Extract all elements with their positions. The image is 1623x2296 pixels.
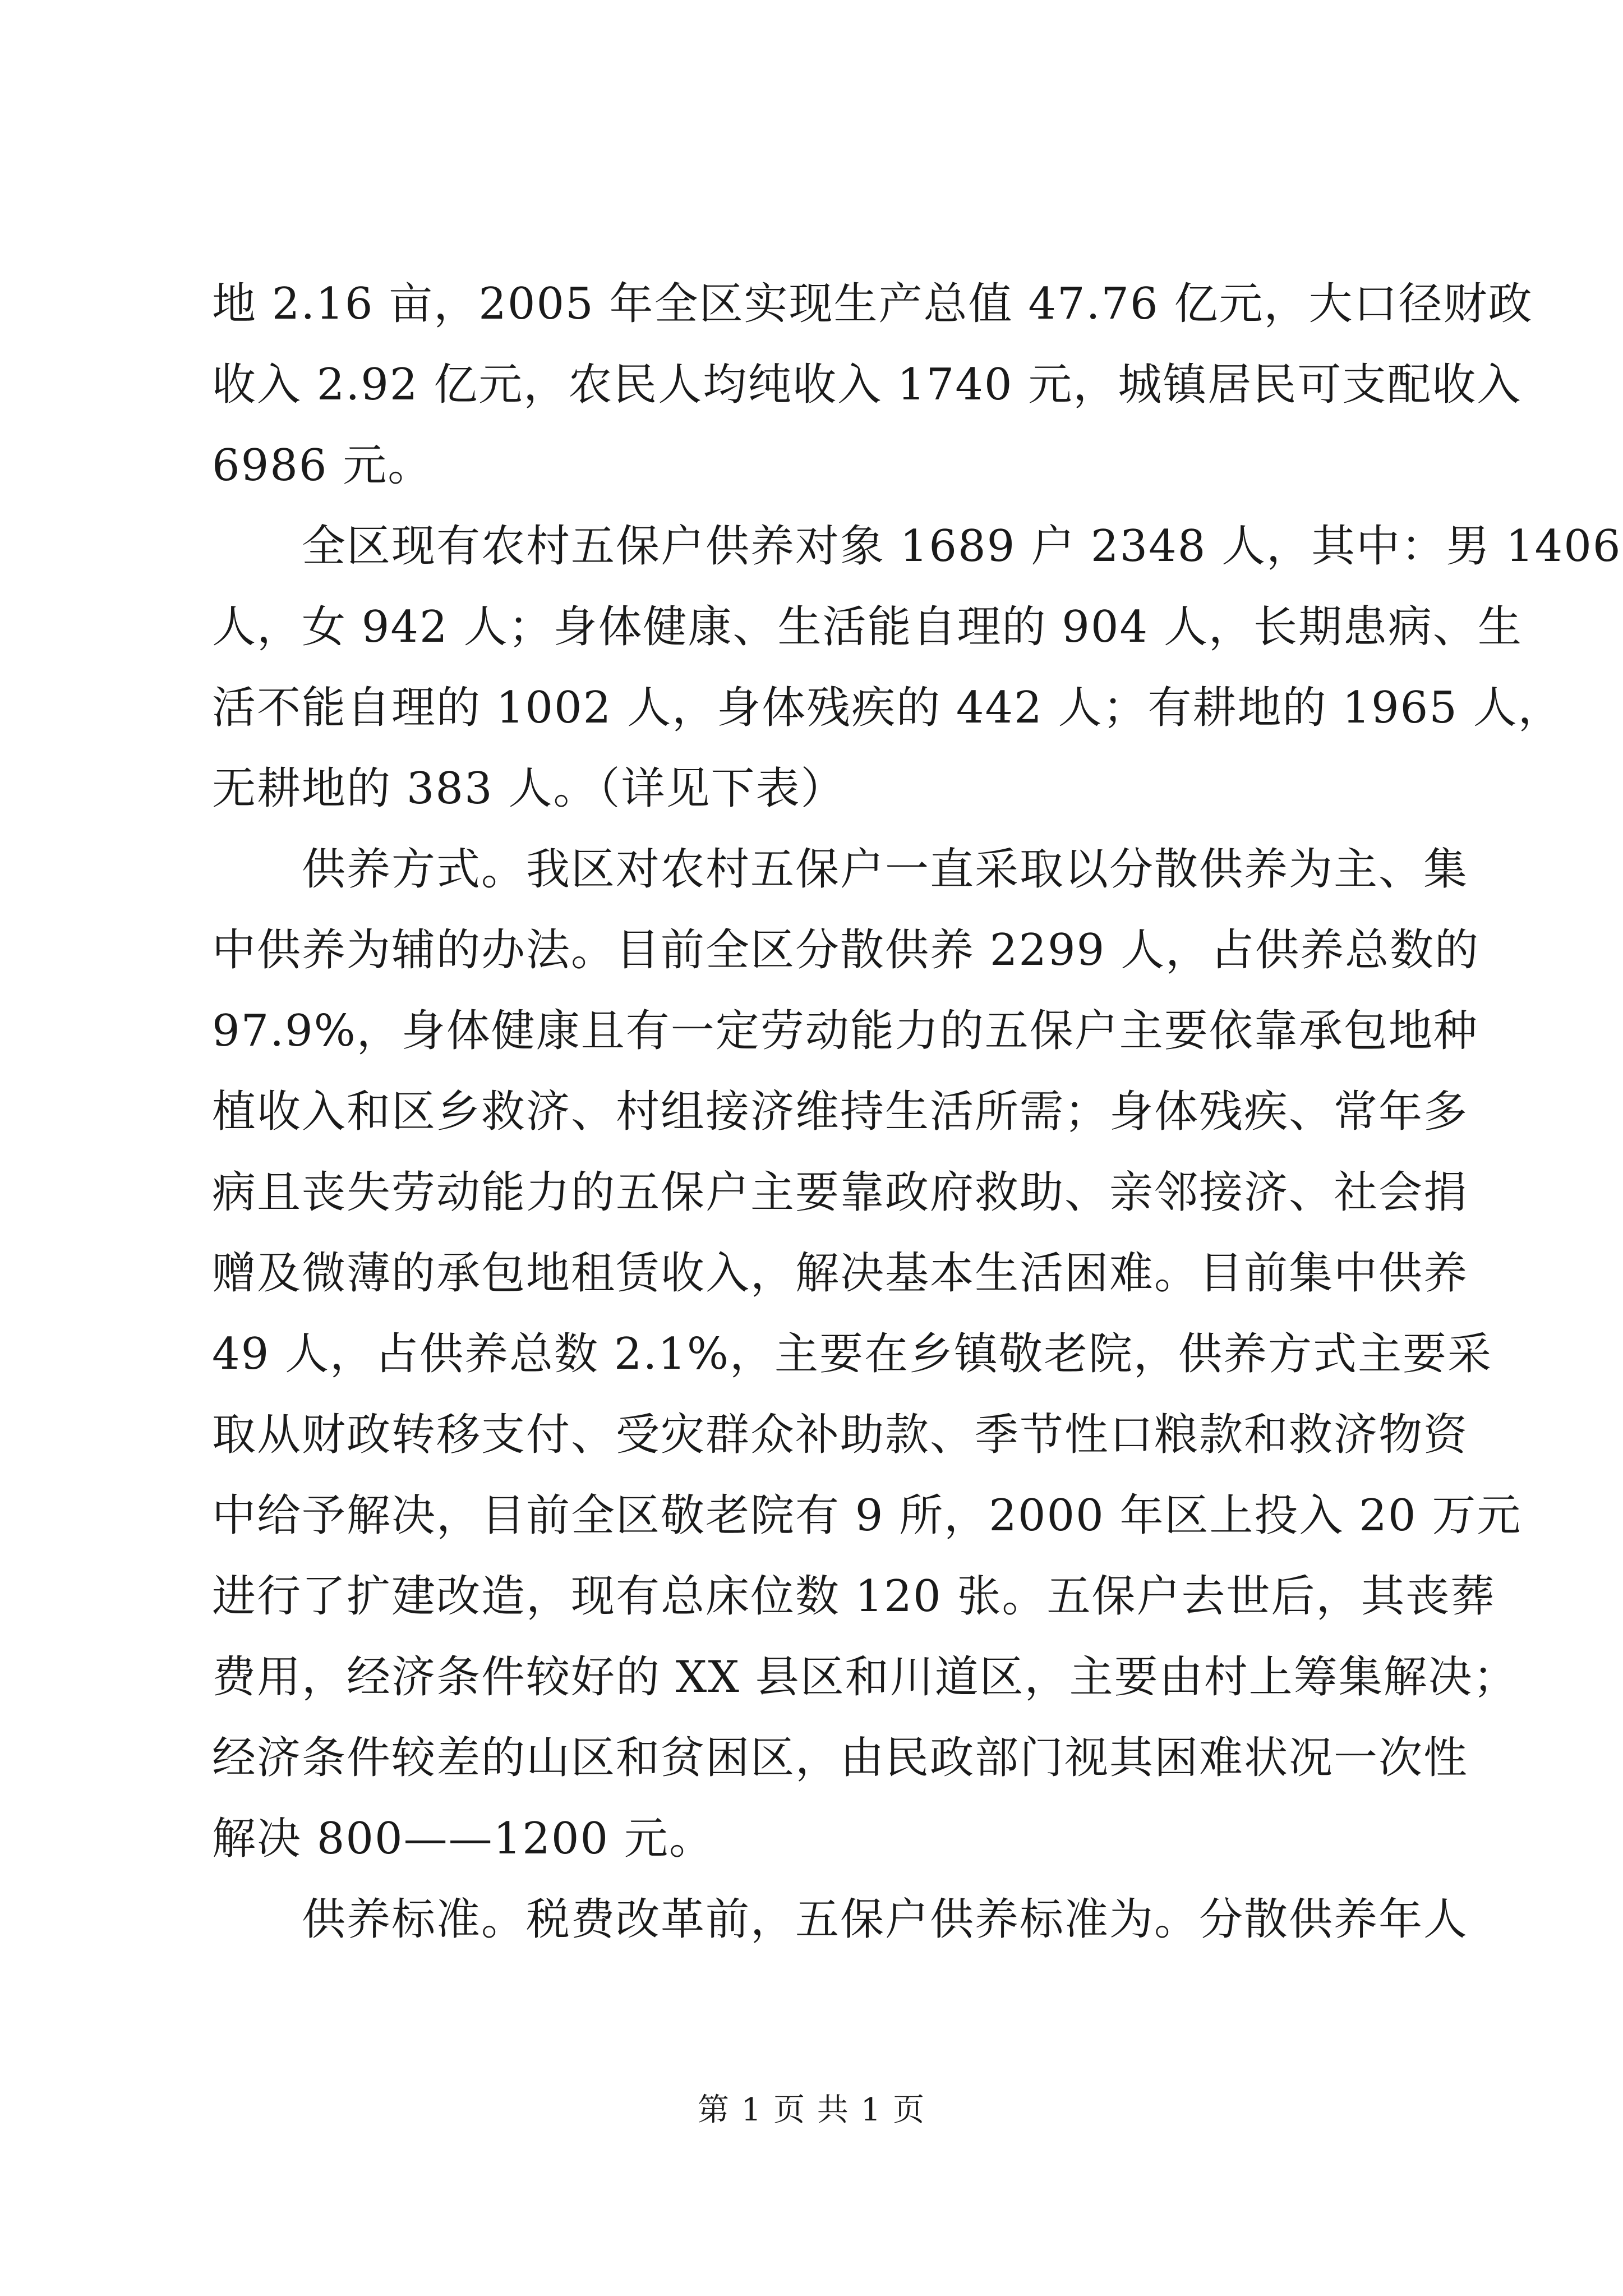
text-line-1: 地 2.16 亩，2005 年全区实现生产总值 47.76 亿元，大口径财政 — [212, 279, 1533, 329]
text-line-17: 进行了扩建改造，现有总床位数 120 张。五保户去世后，其丧葬 — [212, 1571, 1496, 1622]
text-line-13: 赠及微薄的承包地租赁收入，解决基本生活困难。目前集中供养 — [212, 1248, 1469, 1299]
text-line-10: 97.9%，身体健康且有一定劳动能力的五保户主要依靠承包地种 — [212, 1006, 1478, 1056]
text-line-20: 解决 800——1200 元。 — [212, 1814, 714, 1864]
text-line-11: 植收入和区乡救济、村组接济维持生活所需；身体残疾、常年多 — [212, 1087, 1469, 1137]
text-line-14: 49 人，占供养总数 2.1%，主要在乡镇敬老院，供养方式主要采 — [212, 1329, 1493, 1379]
text-line-4: 全区现有农村五保户供养对象 1689 户 2348 人，其中：男 1406 — [212, 521, 1622, 572]
text-line-18: 费用，经济条件较好的 XX 县区和川道区，主要由村上筹集解决； — [212, 1652, 1518, 1703]
text-line-7: 无耕地的 383 人。（详见下表） — [212, 763, 846, 814]
text-line-21: 供养标准。税费改革前，五保户供养标准为。分散供养年人 — [212, 1894, 1469, 1945]
text-line-16: 中给予解决，目前全区敬老院有 9 所，2000 年区上投入 20 万元 — [212, 1490, 1522, 1541]
document-body — [212, 264, 1622, 1960]
text-line-8: 供养方式。我区对农村五保户一直采取以分散供养为主、集 — [212, 844, 1469, 895]
text-line-3: 6986 元。 — [212, 440, 433, 491]
text-line-19: 经济条件较差的山区和贫困区，由民政部门视其困难状况一次性 — [212, 1733, 1469, 1783]
text-line-15: 取从财政转移支付、受灾群众补助款、季节性口粮款和救济物资 — [212, 1410, 1469, 1460]
page-footer: 第 1 页 共 1 页 — [697, 2092, 926, 2128]
text-line-9: 中供养为辅的办法。目前全区分散供养 2299 人，占供养总数的 — [212, 925, 1480, 976]
text-line-12: 病且丧失劳动能力的五保户主要靠政府救助、亲邻接济、社会捐 — [212, 1167, 1469, 1218]
text-line-6: 活不能自理的 1002 人，身体残疾的 442 人；有耕地的 1965 人， — [212, 683, 1563, 733]
text-line-2: 收入 2.92 亿元，农民人均纯收入 1740 元，城镇居民可支配收入 — [212, 360, 1522, 410]
text-line-5: 人，女 942 人；身体健康、生活能自理的 904 人，长期患病、生 — [212, 602, 1523, 652]
